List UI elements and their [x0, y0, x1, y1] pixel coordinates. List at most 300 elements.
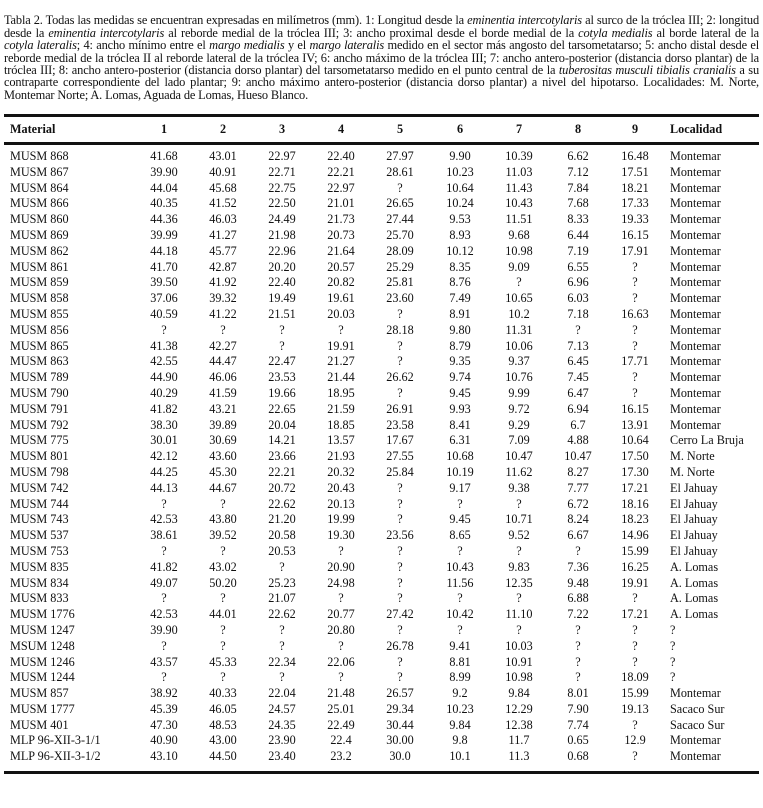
table-row — [4, 670, 759, 686]
cell-material: MUSM 798 — [10, 464, 69, 479]
table-row — [4, 481, 759, 497]
measurements-table-container — [4, 114, 759, 774]
cell-measure-8: 6.72 — [567, 496, 589, 511]
cell-measure-5: 25.70 — [386, 227, 414, 242]
cell-measure-1: 43.10 — [150, 749, 178, 764]
cell-measure-6: 8.79 — [449, 338, 471, 353]
cell-measure-7: 11.51 — [505, 212, 533, 227]
cell-measure-7: 9.52 — [508, 528, 530, 543]
cell-measure-9: ? — [632, 385, 638, 400]
cell-measure-3: 21.20 — [268, 512, 296, 527]
cell-measure-9: ? — [632, 291, 638, 306]
table-row — [4, 181, 759, 197]
cell-measure-7: 10.39 — [505, 149, 533, 163]
cell-measure-4: 20.32 — [327, 464, 355, 479]
table-row — [4, 144, 759, 165]
cell-measure-1: 44.04 — [150, 180, 178, 195]
cell-measure-3: 23.66 — [268, 449, 296, 464]
cell-measure-2: 43.60 — [209, 449, 237, 464]
cell-material: MUSM 858 — [10, 291, 69, 306]
cell-localidad: M. Norte — [670, 449, 715, 464]
cell-measure-6: 9.41 — [449, 638, 471, 653]
cell-measure-1: 38.61 — [150, 528, 178, 543]
cell-measure-5: ? — [397, 654, 403, 669]
cell-measure-3: 21.51 — [268, 306, 296, 321]
cell-measure-7: 12.29 — [505, 701, 533, 716]
cell-measure-9: 13.91 — [621, 417, 649, 432]
cell-measure-9: 16.15 — [621, 401, 649, 416]
cell-measure-3: 21.07 — [268, 591, 296, 606]
cell-measure-4: 24.98 — [327, 575, 355, 590]
caption-text: y el — [284, 38, 310, 53]
cell-measure-8: ? — [575, 622, 581, 637]
cell-measure-4: 22.49 — [327, 717, 355, 732]
cell-measure-6: 10.23 — [446, 701, 474, 716]
cell-localidad: ? — [670, 670, 676, 685]
cell-measure-6: 8.99 — [449, 670, 471, 685]
cell-measure-9: 18.16 — [621, 496, 649, 511]
cell-measure-4: ? — [338, 638, 344, 653]
cell-measure-2: 39.32 — [209, 291, 237, 306]
cell-measure-7: 10.65 — [505, 291, 533, 306]
cell-measure-1: 39.90 — [150, 622, 178, 637]
cell-measure-5: ? — [397, 591, 403, 606]
cell-measure-5: 27.42 — [386, 607, 414, 622]
cell-measure-8: 8.24 — [567, 512, 589, 527]
cell-measure-9: 18.23 — [621, 512, 649, 527]
cell-measure-4: 19.30 — [327, 528, 355, 543]
cell-measure-3: ? — [279, 622, 285, 637]
cell-measure-2: 41.22 — [209, 306, 237, 321]
cell-localidad: Montemar — [670, 259, 721, 274]
cell-measure-3: 22.50 — [268, 196, 296, 211]
cell-measure-4: 20.03 — [327, 306, 355, 321]
cell-localidad: Sacaco Sur — [670, 717, 725, 732]
cell-measure-7: 9.84 — [508, 686, 530, 701]
header-col-2: 2 — [219, 122, 227, 136]
table-body — [4, 144, 759, 773]
cell-measure-5: 25.84 — [386, 464, 414, 479]
cell-measure-6: 10.42 — [446, 607, 474, 622]
cell-measure-3: 22.62 — [268, 607, 296, 622]
cell-measure-6: 9.8 — [452, 733, 468, 748]
cell-localidad: Montemar — [670, 385, 721, 400]
cell-measure-9: 16.15 — [621, 227, 649, 242]
cell-measure-4: 20.43 — [327, 480, 355, 495]
cell-material: MUSM 862 — [10, 243, 69, 258]
cell-measure-6: 9.84 — [449, 717, 471, 732]
cell-localidad: ? — [670, 622, 676, 637]
cell-material: MUSM 834 — [10, 575, 69, 590]
cell-measure-2: 40.91 — [209, 164, 237, 179]
cell-measure-5: 23.56 — [386, 528, 414, 543]
cell-measure-1: 40.90 — [150, 733, 178, 748]
cell-measure-9: 15.99 — [621, 686, 649, 701]
cell-measure-2: 41.52 — [209, 196, 237, 211]
cell-measure-7: ? — [516, 496, 522, 511]
table-row — [4, 655, 759, 671]
cell-localidad: Montemar — [670, 164, 721, 179]
cell-measure-6: ? — [457, 543, 463, 558]
cell-measure-2: 45.68 — [209, 180, 237, 195]
cell-measure-1: 41.82 — [150, 401, 178, 416]
cell-measure-4: 23.2 — [330, 749, 352, 764]
table-caption — [4, 14, 759, 101]
cell-measure-9: ? — [632, 275, 638, 290]
cell-measure-5: 30.00 — [386, 733, 414, 748]
cell-measure-2: 39.52 — [209, 528, 237, 543]
cell-measure-1: 30.01 — [150, 433, 178, 448]
cell-measure-8: ? — [575, 543, 581, 558]
cell-measure-2: 43.00 — [209, 733, 237, 748]
cell-measure-7: 12.38 — [505, 717, 533, 732]
cell-measure-1: 40.35 — [150, 196, 178, 211]
cell-measure-3: ? — [279, 559, 285, 574]
cell-material: MUSM 753 — [10, 543, 69, 558]
cell-measure-4: ? — [338, 543, 344, 558]
cell-material: MUSM 860 — [10, 212, 69, 227]
cell-measure-6: 9.74 — [449, 370, 471, 385]
caption-text: medido en el sector más angosto del tarsometatarso; 5: ancho distal desde el reborde medial de la tróclea II al reborde lateral de la tróclea IV; 6: ancho máximo de la tróclea III; 7: ancho antero-posterior (distancia dorso plantar) de la tróclea III; 8: ancho antero-posterior (distancia dorso plantar) del tarsometatarso medido en el punto central de la — [4, 38, 759, 78]
cell-measure-6: 8.76 — [449, 275, 471, 290]
cell-material: MUSM 1244 — [10, 670, 75, 685]
table-row — [4, 576, 759, 592]
cell-localidad: El Jahuay — [670, 480, 718, 495]
cell-measure-6: 9.45 — [449, 512, 471, 527]
cell-localidad: Montemar — [670, 180, 721, 195]
cell-measure-7: 9.68 — [508, 227, 530, 242]
cell-localidad: Montemar — [670, 733, 721, 748]
cell-measure-5: 30.0 — [389, 749, 411, 764]
cell-measure-5: 17.67 — [386, 433, 414, 448]
cell-measure-9: ? — [632, 370, 638, 385]
cell-material: MUSM 1776 — [10, 607, 75, 622]
cell-measure-5: ? — [397, 622, 403, 637]
cell-measure-6: 10.43 — [446, 559, 474, 574]
cell-measure-1: 44.36 — [150, 212, 178, 227]
cell-measure-4: ? — [338, 670, 344, 685]
cell-measure-8: 0.68 — [567, 749, 589, 764]
cell-localidad: Montemar — [670, 749, 721, 764]
cell-measure-4: 21.64 — [327, 243, 355, 258]
cell-measure-9: 10.64 — [621, 433, 649, 448]
cell-measure-8: 0.65 — [567, 733, 589, 748]
cell-material: MUSM 743 — [10, 512, 69, 527]
cell-measure-7: 10.91 — [505, 654, 533, 669]
cell-localidad: Montemar — [670, 275, 721, 290]
cell-localidad: Montemar — [670, 306, 721, 321]
cell-localidad: Montemar — [670, 401, 721, 416]
cell-material: MUSM 833 — [10, 591, 69, 606]
cell-measure-8: 7.22 — [567, 607, 589, 622]
cell-measure-5: ? — [397, 180, 403, 195]
cell-measure-7: 10.43 — [505, 196, 533, 211]
cell-measure-5: ? — [397, 575, 403, 590]
cell-measure-9: 17.91 — [621, 243, 649, 258]
cell-measure-3: 24.49 — [268, 212, 296, 227]
cell-material: MLP 96-XII-3-1/2 — [10, 749, 101, 764]
cell-measure-9: 17.30 — [621, 464, 649, 479]
cell-measure-6: 10.12 — [446, 243, 474, 258]
cell-measure-7: 11.7 — [508, 733, 530, 748]
cell-material: MUSM 867 — [10, 164, 69, 179]
cell-material: MUSM 742 — [10, 480, 69, 495]
caption-italic-term: eminentia intercotylaris — [467, 13, 582, 28]
table-row — [4, 623, 759, 639]
cell-localidad: Montemar — [670, 149, 721, 163]
cell-measure-5: 26.91 — [386, 401, 414, 416]
cell-measure-7: 11.62 — [505, 464, 533, 479]
cell-measure-9: ? — [632, 338, 638, 353]
cell-material: MUSM 835 — [10, 559, 69, 574]
cell-measure-8: 7.84 — [567, 180, 589, 195]
cell-measure-6: 9.53 — [449, 212, 471, 227]
cell-material: MUSM 864 — [10, 180, 69, 195]
cell-material: MUSM 863 — [10, 354, 69, 369]
measurements-table — [4, 114, 759, 774]
cell-measure-8: ? — [575, 670, 581, 685]
cell-measure-6: 8.93 — [449, 227, 471, 242]
cell-measure-1: 45.39 — [150, 701, 178, 716]
cell-measure-2: 45.30 — [209, 464, 237, 479]
cell-measure-8: 6.03 — [567, 291, 589, 306]
cell-measure-6: 8.35 — [449, 259, 471, 274]
cell-material: MUSM 789 — [10, 370, 69, 385]
cell-measure-7: 11.10 — [505, 607, 533, 622]
cell-measure-4: 20.13 — [327, 496, 355, 511]
cell-measure-8: 7.12 — [567, 164, 589, 179]
header-col-3: 3 — [278, 122, 286, 136]
cell-measure-8: 6.88 — [567, 591, 589, 606]
cell-measure-8: 6.44 — [567, 227, 589, 242]
cell-measure-9: 14.96 — [621, 528, 649, 543]
cell-measure-7: ? — [516, 591, 522, 606]
cell-material: MUSM 792 — [10, 417, 69, 432]
cell-measure-5: 26.62 — [386, 370, 414, 385]
cell-measure-7: 11.43 — [505, 180, 533, 195]
cell-material: MUSM 855 — [10, 306, 69, 321]
cell-measure-9: 16.48 — [621, 149, 649, 163]
cell-measure-1: 41.70 — [150, 259, 178, 274]
cell-measure-6: ? — [457, 496, 463, 511]
cell-measure-6: ? — [457, 591, 463, 606]
cell-measure-4: 22.06 — [327, 654, 355, 669]
cell-measure-4: 25.01 — [327, 701, 355, 716]
cell-measure-8: 6.96 — [567, 275, 589, 290]
cell-measure-2: 43.80 — [209, 512, 237, 527]
cell-measure-8: ? — [575, 322, 581, 337]
cell-measure-6: 9.80 — [449, 322, 471, 337]
cell-measure-4: 18.85 — [327, 417, 355, 432]
table-row — [4, 307, 759, 323]
cell-measure-2: ? — [220, 591, 226, 606]
cell-measure-8: 6.55 — [567, 259, 589, 274]
cell-measure-8: 7.74 — [567, 717, 589, 732]
cell-material: MUSM 791 — [10, 401, 69, 416]
table-row — [4, 386, 759, 402]
cell-measure-3: 22.40 — [268, 275, 296, 290]
table-row — [4, 449, 759, 465]
cell-measure-6: 8.41 — [449, 417, 471, 432]
cell-material: MUSM 866 — [10, 196, 69, 211]
cell-measure-5: 28.09 — [386, 243, 414, 258]
cell-measure-5: ? — [397, 670, 403, 685]
cell-measure-4: 20.77 — [327, 607, 355, 622]
cell-material: MUSM 861 — [10, 259, 69, 274]
cell-measure-7: ? — [516, 275, 522, 290]
cell-measure-5: ? — [397, 512, 403, 527]
cell-localidad: ? — [670, 654, 676, 669]
cell-measure-7: 9.99 — [508, 385, 530, 400]
table-row — [4, 591, 759, 607]
cell-material: MSUM 1248 — [10, 638, 75, 653]
header-col-5: 5 — [396, 122, 404, 136]
cell-measure-7: 9.29 — [508, 417, 530, 432]
cell-measure-6: 9.2 — [452, 686, 468, 701]
cell-measure-1: 38.30 — [150, 417, 178, 432]
cell-localidad: Montemar — [670, 212, 721, 227]
cell-measure-8: 7.18 — [567, 306, 589, 321]
cell-measure-4: 20.80 — [327, 622, 355, 637]
cell-measure-8: 8.27 — [567, 464, 589, 479]
cell-measure-2: 45.77 — [209, 243, 237, 258]
cell-measure-4: ? — [338, 322, 344, 337]
cell-measure-4: 20.82 — [327, 275, 355, 290]
cell-measure-1: ? — [161, 591, 167, 606]
table-row — [4, 512, 759, 528]
cell-material: MUSM 801 — [10, 449, 69, 464]
cell-measure-1: 44.90 — [150, 370, 178, 385]
cell-measure-3: 19.66 — [268, 385, 296, 400]
cell-measure-3: ? — [279, 338, 285, 353]
cell-measure-7: 10.2 — [508, 306, 530, 321]
table-row — [4, 733, 759, 749]
cell-measure-4: 19.99 — [327, 512, 355, 527]
cell-measure-5: ? — [397, 559, 403, 574]
cell-measure-2: 48.53 — [209, 717, 237, 732]
cell-measure-8: 6.94 — [567, 401, 589, 416]
cell-measure-3: 24.35 — [268, 717, 296, 732]
cell-measure-8: 7.45 — [567, 370, 589, 385]
cell-measure-5: 29.34 — [386, 701, 414, 716]
cell-measure-7: 10.71 — [505, 512, 533, 527]
cell-measure-9: ? — [632, 622, 638, 637]
cell-measure-3: 20.58 — [268, 528, 296, 543]
cell-measure-7: 11.31 — [505, 322, 533, 337]
table-row — [4, 497, 759, 513]
table-row — [4, 639, 759, 655]
cell-measure-8: ? — [575, 654, 581, 669]
table-row — [4, 165, 759, 181]
header-col-1: 1 — [160, 122, 168, 136]
cell-measure-5: 27.55 — [386, 449, 414, 464]
caption-text: al borde lateral de la — [652, 25, 759, 40]
cell-measure-2: 50.20 — [209, 575, 237, 590]
cell-material: MUSM 401 — [10, 717, 69, 732]
cell-measure-3: 20.72 — [268, 480, 296, 495]
cell-measure-1: 39.99 — [150, 227, 178, 242]
table-row — [4, 196, 759, 212]
cell-measure-2: 46.06 — [209, 370, 237, 385]
table-row — [4, 528, 759, 544]
cell-material: MUSM 1247 — [10, 622, 75, 637]
cell-measure-9: ? — [632, 591, 638, 606]
cell-measure-9: ? — [632, 749, 638, 764]
table-row — [4, 607, 759, 623]
table-row — [4, 560, 759, 576]
cell-measure-6: 10.23 — [446, 164, 474, 179]
table-row — [4, 686, 759, 702]
cell-measure-5: ? — [397, 354, 403, 369]
cell-measure-5: 23.60 — [386, 291, 414, 306]
cell-material: MUSM 865 — [10, 338, 69, 353]
cell-measure-2: ? — [220, 543, 226, 558]
cell-measure-2: 39.89 — [209, 417, 237, 432]
cell-localidad: El Jahuay — [670, 543, 718, 558]
cell-measure-4: 20.90 — [327, 559, 355, 574]
cell-measure-1: 42.12 — [150, 449, 178, 464]
cell-measure-6: 9.90 — [449, 149, 471, 163]
cell-material: MUSM 775 — [10, 433, 69, 448]
cell-localidad: Montemar — [670, 354, 721, 369]
cell-measure-1: ? — [161, 496, 167, 511]
cell-measure-2: 44.01 — [209, 607, 237, 622]
cell-measure-8: 7.77 — [567, 480, 589, 495]
cell-measure-5: 26.78 — [386, 638, 414, 653]
header-col-8: 8 — [574, 122, 582, 136]
cell-measure-6: 10.24 — [446, 196, 474, 211]
cell-measure-9: ? — [632, 322, 638, 337]
header-row — [4, 116, 759, 144]
cell-measure-1: 42.55 — [150, 354, 178, 369]
cell-measure-1: 39.90 — [150, 164, 178, 179]
cell-localidad: Montemar — [670, 322, 721, 337]
cell-measure-3: 22.97 — [268, 149, 296, 163]
table-row — [4, 718, 759, 734]
table-row — [4, 291, 759, 307]
cell-measure-1: 42.53 — [150, 512, 178, 527]
cell-measure-3: 20.04 — [268, 417, 296, 432]
cell-measure-9: 15.99 — [621, 543, 649, 558]
cell-measure-5: 25.29 — [386, 259, 414, 274]
cell-measure-9: 16.63 — [621, 306, 649, 321]
cell-measure-1: 49.07 — [150, 575, 178, 590]
cell-measure-3: 21.98 — [268, 227, 296, 242]
cell-measure-7: 10.47 — [505, 449, 533, 464]
cell-measure-7: 10.06 — [505, 338, 533, 353]
cell-measure-5: ? — [397, 338, 403, 353]
cell-measure-1: 44.18 — [150, 243, 178, 258]
cell-measure-6: 8.81 — [449, 654, 471, 669]
cell-measure-6: 8.91 — [449, 306, 471, 321]
cell-measure-2: 41.92 — [209, 275, 237, 290]
cell-measure-3: 24.57 — [268, 701, 296, 716]
cell-measure-4: 22.4 — [330, 733, 352, 748]
cell-measure-3: 23.53 — [268, 370, 296, 385]
cell-measure-4: 13.57 — [327, 433, 355, 448]
cell-measure-9: 19.13 — [621, 701, 649, 716]
cell-measure-6: 10.19 — [446, 464, 474, 479]
header-col-4: 4 — [337, 122, 345, 136]
cell-measure-2: 43.01 — [209, 149, 237, 163]
cell-measure-1: ? — [161, 638, 167, 653]
cell-material: MUSM 744 — [10, 496, 69, 511]
cell-measure-6: 9.93 — [449, 401, 471, 416]
table-row — [4, 228, 759, 244]
cell-measure-2: 41.59 — [209, 385, 237, 400]
caption-text: ; 4: ancho mínimo entre el — [76, 38, 210, 53]
table-row — [4, 749, 759, 772]
